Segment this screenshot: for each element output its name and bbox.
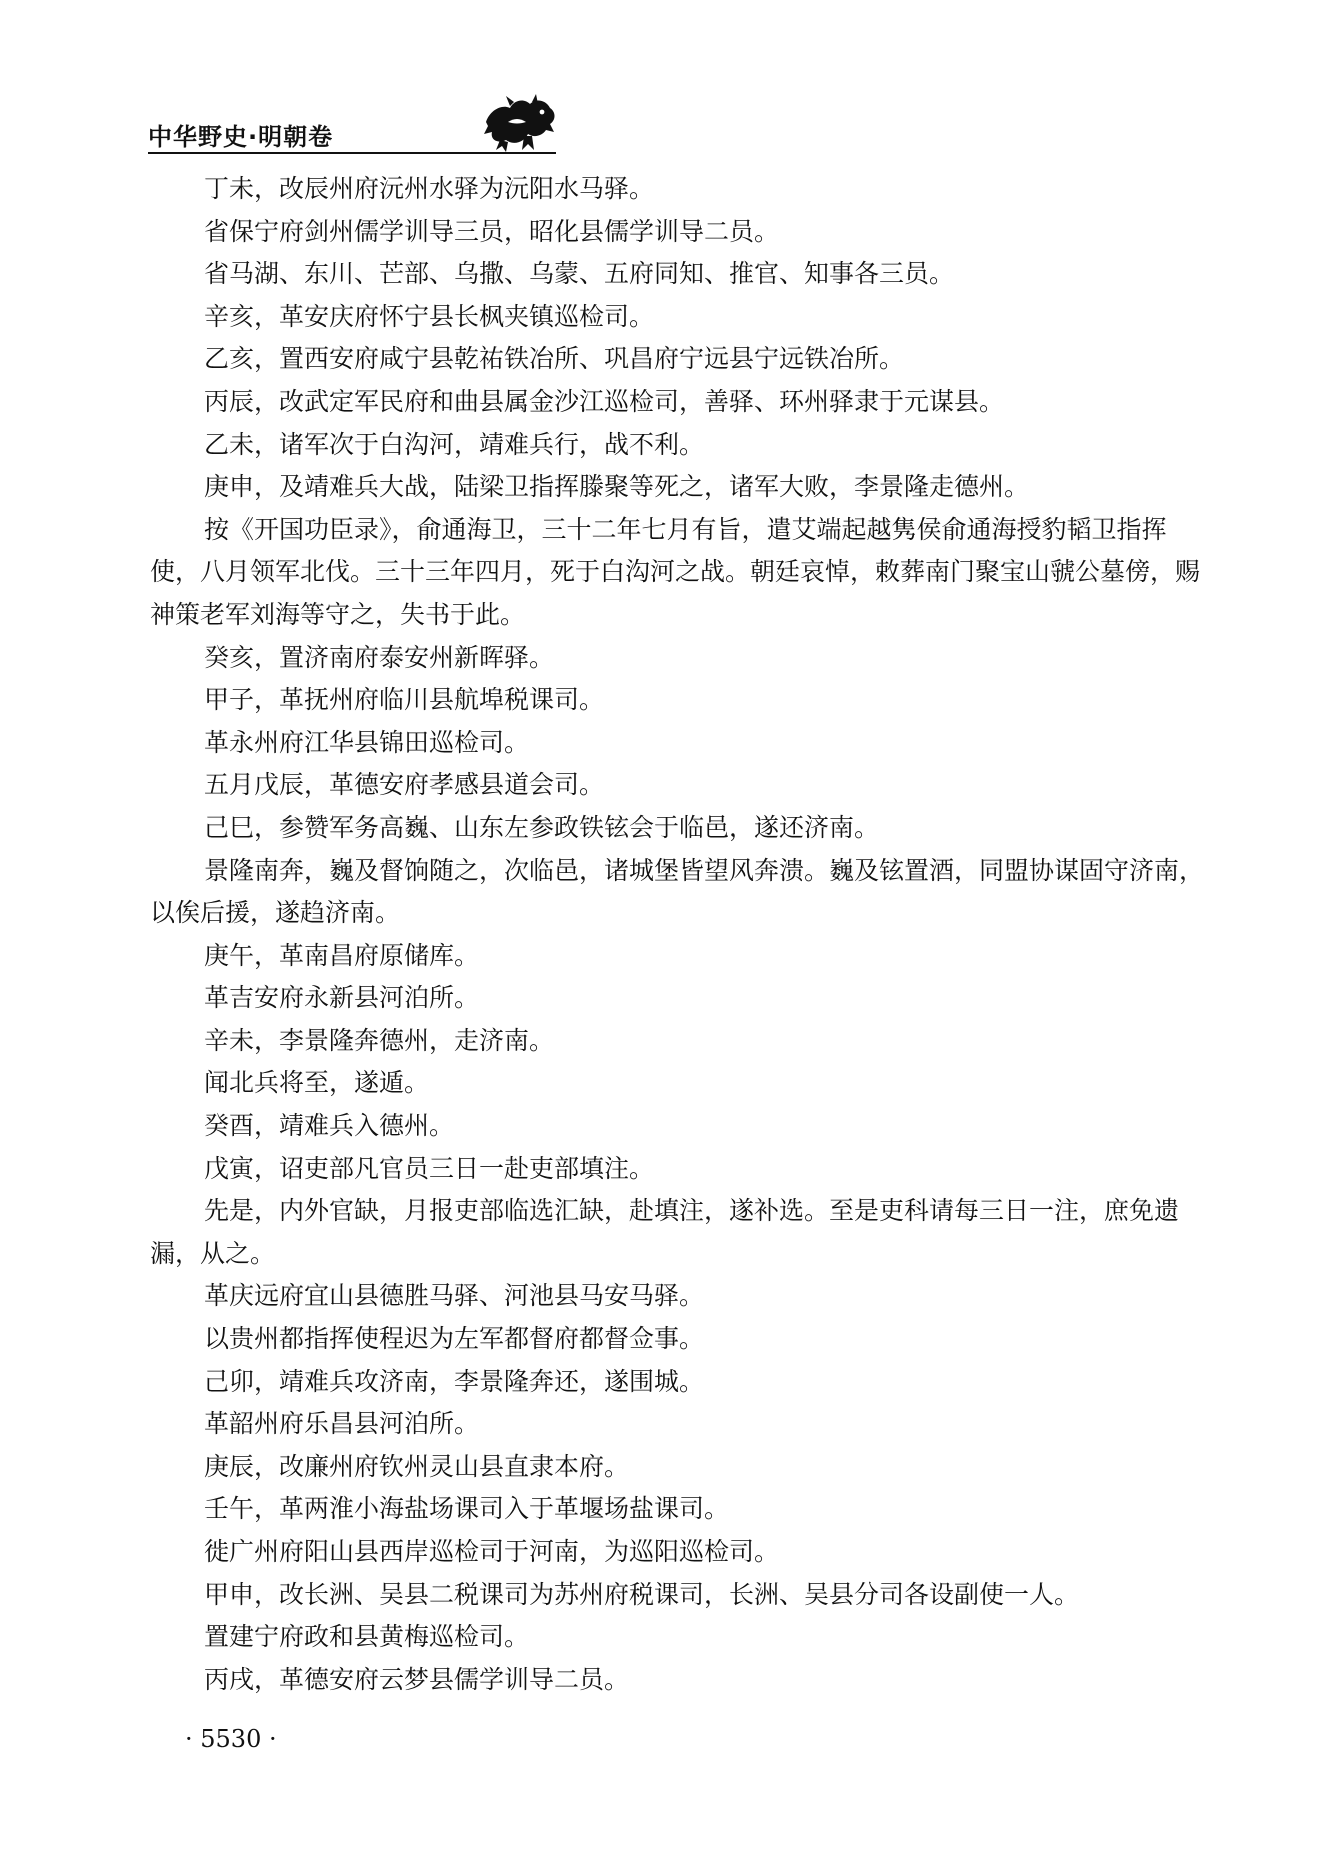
paragraph: 按《开国功臣录》，俞通海卫，三十二年七月有旨，遣艾端起越隽侯俞通海授豹韬卫指挥使，八月领军北伐。三十三年四月，死于白沟河之战。朝廷哀悼，敕葬南门聚宝山虢公墓傍，赐神策老军刘海等守之，失书于此。 bbox=[150, 514, 1201, 629]
paragraph: 省保宁府剑州儒学训导三员，昭化县儒学训导二员。 bbox=[204, 216, 780, 246]
paragraph: 庚申，及靖难兵大战，陆梁卫指挥滕聚等死之，诸军大败，李景隆走德州。 bbox=[204, 472, 1030, 502]
page-number: · 5530 · bbox=[185, 1725, 277, 1753]
paragraph: 置建宁府政和县黄梅巡检司。 bbox=[204, 1622, 530, 1652]
paragraph: 徙广州府阳山县西岸巡检司于河南，为巡阳巡检司。 bbox=[204, 1537, 780, 1566]
paragraph: 丁未，改辰州府沅州水驿为沅阳水马驿。 bbox=[204, 174, 655, 203]
paragraph: 己卯，靖难兵攻济南，李景隆奔还，遂围城。 bbox=[204, 1366, 705, 1396]
paragraph: 革吉安府永新县河泊所。 bbox=[204, 983, 480, 1013]
paragraph: 癸酉，靖难兵入德州。 bbox=[204, 1111, 455, 1141]
paragraph: 省马湖、东川、芒部、乌撒、乌蒙、五府同知、推官、知事各三员。 bbox=[204, 259, 955, 289]
dragon-icon bbox=[480, 92, 560, 154]
body-text bbox=[150, 168, 1210, 1701]
paragraph: 革永州府江华县锦田巡检司。 bbox=[204, 727, 530, 757]
paragraph: 辛亥，革安庆府怀宁县长枫夹镇巡检司。 bbox=[204, 301, 655, 331]
paragraph: 癸亥，置济南府泰安州新晖驿。 bbox=[204, 642, 555, 672]
paragraph: 闻北兵将至，遂遁。 bbox=[204, 1068, 430, 1098]
paragraph: 甲子，革抚州府临川县航埠税课司。 bbox=[204, 685, 605, 715]
paragraph: 庚辰，改廉州府钦州灵山县直隶本府。 bbox=[204, 1451, 630, 1481]
paragraph: 五月戊辰，革德安府孝感县道会司。 bbox=[204, 770, 605, 800]
paragraph: 乙未，诸军次于白沟河，靖难兵行，战不利。 bbox=[204, 429, 705, 459]
paragraph: 庚午，革南昌府原储库。 bbox=[204, 940, 480, 970]
paragraph: 壬午，革两淮小海盐场课司入于革堰场盐课司。 bbox=[204, 1494, 730, 1524]
paragraph: 己巳，参赞军务高巍、山东左参政铁铉会于临邑，遂还济南。 bbox=[204, 812, 880, 842]
paragraph: 革庆远府宜山县德胜马驿、河池县马安马驿。 bbox=[204, 1281, 705, 1311]
paragraph: 丙戌，革德安府云梦县儒学训导二员。 bbox=[204, 1664, 630, 1694]
paragraph: 景隆南奔，巍及督饷随之，次临邑，诸城堡皆望风奔溃。巍及铉置酒，同盟协谋固守济南，以俟后援，遂趋济南。 bbox=[150, 855, 1205, 928]
paragraph: 戊寅，诏吏部凡官员三日一赴吏部填注。 bbox=[204, 1153, 655, 1183]
paragraph: 先是，内外官缺，月报吏部临选汇缺，赴填注，遂补选。至是吏科请每三日一注，庶免遗漏，从之。 bbox=[150, 1196, 1180, 1268]
paragraph: 以贵州都指挥使程迟为左军都督府都督佥事。 bbox=[204, 1324, 705, 1354]
paragraph: 甲申，改长洲、吴县二税课司为苏州府税课司，长洲、吴县分司各设副使一人。 bbox=[204, 1579, 1080, 1609]
paragraph: 丙辰，改武定军民府和曲县属金沙江巡检司，善驿、环州驿隶于元谋县。 bbox=[204, 386, 1005, 416]
paragraph: 乙亥，置西安府咸宁县乾祐铁冶所、巩昌府宁远县宁远铁冶所。 bbox=[204, 344, 905, 374]
paragraph: 辛未，李景隆奔德州，走济南。 bbox=[204, 1025, 555, 1055]
paragraph: 革韶州府乐昌县河泊所。 bbox=[204, 1409, 480, 1439]
book-title: 中华野史·明朝卷 bbox=[148, 123, 334, 151]
